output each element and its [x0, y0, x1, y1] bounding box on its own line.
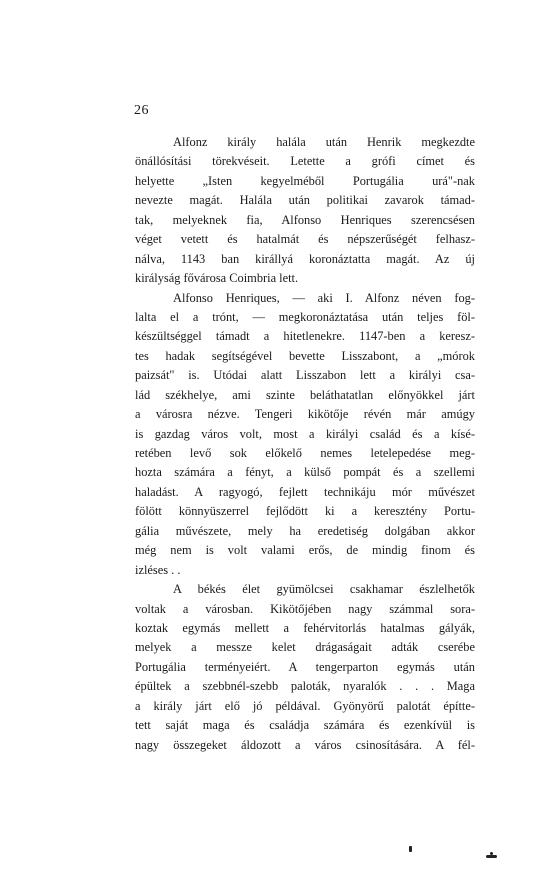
text-line: a városra nézve. Tengeri kikötője révén már amúgy [135, 407, 475, 422]
text-line: koztak egymás mellett a fehérvitorlás hatalmas gályák, [135, 620, 475, 635]
text-line: királyság fővárosa Coimbria lett. [135, 271, 299, 286]
ink-speck [486, 855, 497, 858]
text-line: önállósítási törekvéseit. Letette a grófi címet és [135, 154, 475, 169]
text-line: épültek a szebbnél-szebb paloták, nyaralók . . . Maga [135, 679, 475, 694]
ink-speck [409, 846, 412, 852]
text-line: haladást. A ragyogó, fejlett technikáju mór művészet [135, 484, 475, 499]
text-line: nevezte magát. Halála után politikai zavarok támad- [135, 193, 475, 208]
text-line: Portugália terményeiért. A tengerparton egymás után [135, 659, 475, 674]
text-line: paizsát" is. Utódai alatt Lisszabon lett a királyi csa- [135, 368, 475, 383]
text-line: helyette „Isten kegyelméből Portugália urá"-nak [135, 173, 475, 188]
text-line: még nem is volt valami erős, de mindig finom és [135, 543, 475, 558]
text-line: Alfonz király halála után Henrik megkezdte [173, 135, 475, 149]
text-line: gália művészete, mely ha eredetiség dolgában akkor [135, 523, 475, 538]
text-line: készültséggel támadt a hitetlenekre. 1147-ben a keresz- [135, 329, 475, 344]
page-number: 26 [134, 103, 149, 118]
text-line: nagy összegeket áldozott a város csinosítására. A fél- [135, 737, 475, 752]
text-line: melyek a messze kelet drágaságait adták cserébe [135, 640, 475, 655]
text-line: izléses . . [135, 562, 181, 577]
text-line: Alfonso Henriques, — aki I. Alfonz néven fog- [173, 290, 475, 305]
text-line: nálva, 1143 ban királlyá koronáztatta magát. Az új [135, 251, 475, 266]
text-line: tes hadak segítségével bevette Lisszabont, a „mórok [135, 348, 475, 363]
body-text [135, 133, 475, 755]
text-line: véget vetett és hatalmát és népszerűségét felhasz- [135, 232, 475, 247]
text-line: lalta el a trónt, — megkoronáztatása után teljes föl- [135, 309, 475, 324]
text-line: hozta számára a fényt, a külső pompát és a szellemi [135, 465, 475, 480]
text-line: tett saját maga és családja számára és ezenkívül is [135, 718, 475, 733]
text-line: tak, melyeknek fia, Alfonso Henriques szerencsésen [135, 212, 475, 227]
text-line: voltak a városban. Kikötőjében nagy számmal sora- [135, 601, 475, 616]
text-line: retében levő sok előkelő nemes letelepedése meg- [135, 446, 475, 460]
text-line: is gazdag város volt, most a királyi család és a kísé- [135, 426, 475, 441]
text-line: a király járt elő jó példával. Gyönyörű palotát építte- [135, 698, 475, 713]
text-line: fölött könnyüszerrel fejlődött ki a keresztény Portu- [135, 504, 475, 519]
text-line: lád székhelye, ami szinte beláthatatlan előnyökkel járt [135, 387, 475, 402]
text-line: A békés élet gyümölcsei csakhamar észlelhetők [173, 582, 475, 597]
